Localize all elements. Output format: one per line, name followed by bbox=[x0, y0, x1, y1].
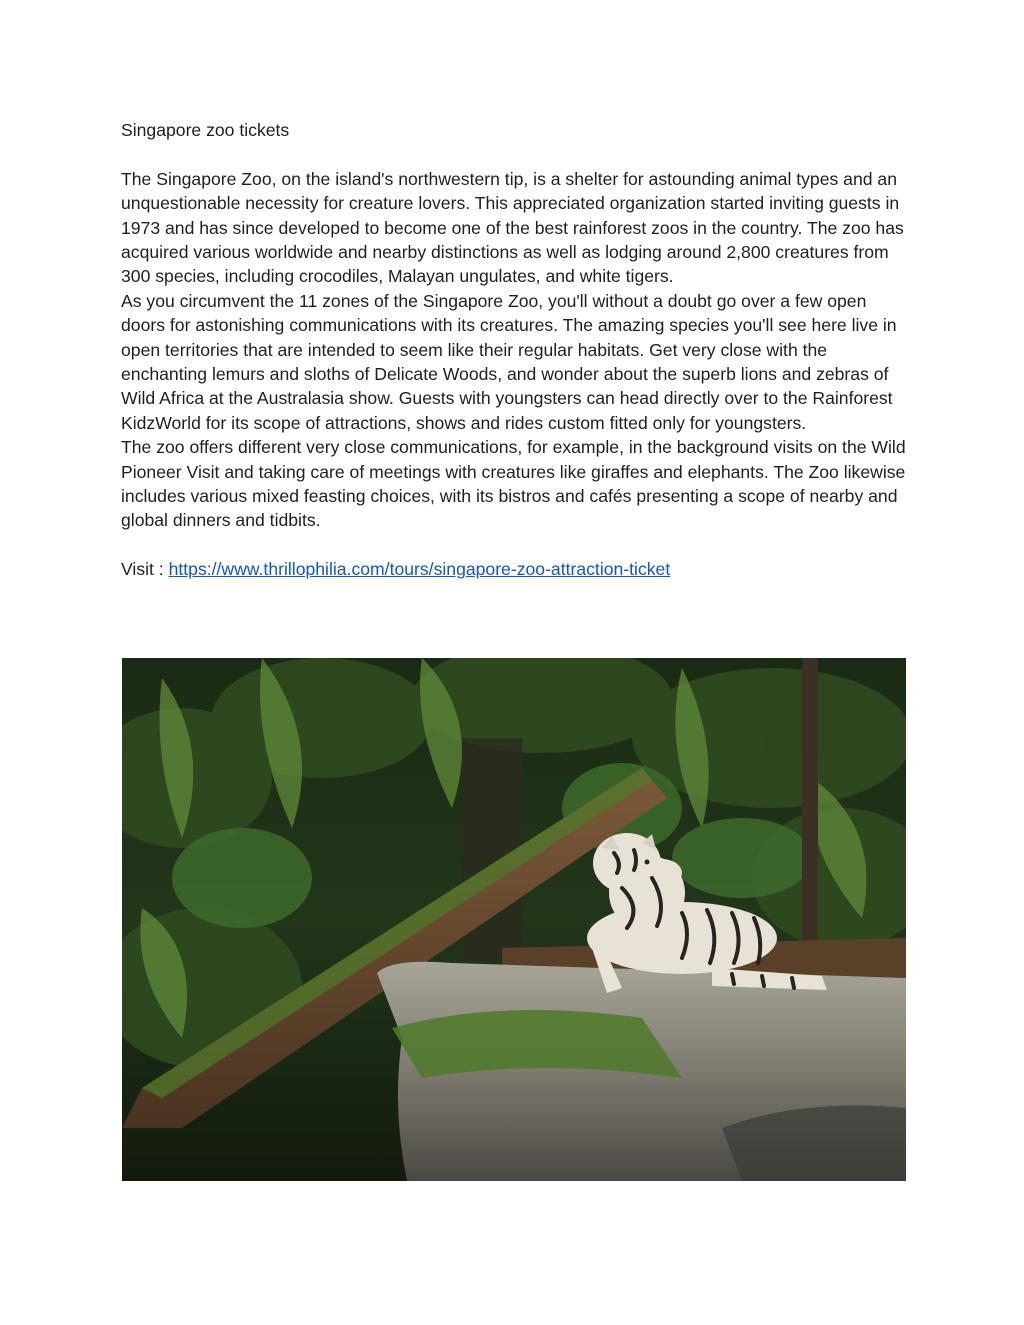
spacer bbox=[121, 533, 911, 557]
document-body bbox=[121, 118, 911, 582]
spacer bbox=[121, 142, 911, 166]
visit-link[interactable]: https://www.thrillophilia.com/tours/singapore-zoo-attraction-ticket bbox=[168, 559, 671, 580]
white-tiger-photo-icon bbox=[122, 658, 906, 1181]
paragraph-zones: As you circumvent the 11 zones of the Singapore Zoo, you'll without a doubt go over a few open doors for astonishing communications with its creatures. The amazing species you'll see here live in open territories that are intended to seem like their regular habitats. Get very close with the enchanting lemurs and sloths of Delicate Woods, and wonder about the superb lions and zebras of Wild Africa at the Australasia show. Guests with youngsters can head directly over to the Rainforest KidzWorld for its scope of attractions, shows and rides custom fitted only for youngsters. bbox=[121, 290, 897, 433]
visit-line bbox=[121, 557, 911, 581]
document-title: Singapore zoo tickets bbox=[121, 120, 290, 140]
white-tiger-photo bbox=[122, 658, 906, 1181]
paragraph-interactions: The zoo offers different very close communications, for example, in the background visits on the Wild Pioneer Visit and taking care of meetings with creatures like giraffes and elephants. The Zoo likewise includes various mixed feasting choices, with its bistros and cafés presenting a scope of nearby and global dinners and tidbits. bbox=[121, 437, 906, 531]
visit-label: Visit : bbox=[121, 559, 169, 580]
paragraph-intro: The Singapore Zoo, on the island's northwestern tip, is a shelter for astounding animal types and an unquestionable necessity for creature lovers. This appreciated organization started inviting guests in 1973 and has since developed to become one of the best rainforest zoos in the country. The zoo has acquired various worldwide and nearby distinctions as well as lodging around 2,800 creatures from 300 species, including crocodiles, Malayan ungulates, and white tigers. bbox=[121, 168, 904, 287]
